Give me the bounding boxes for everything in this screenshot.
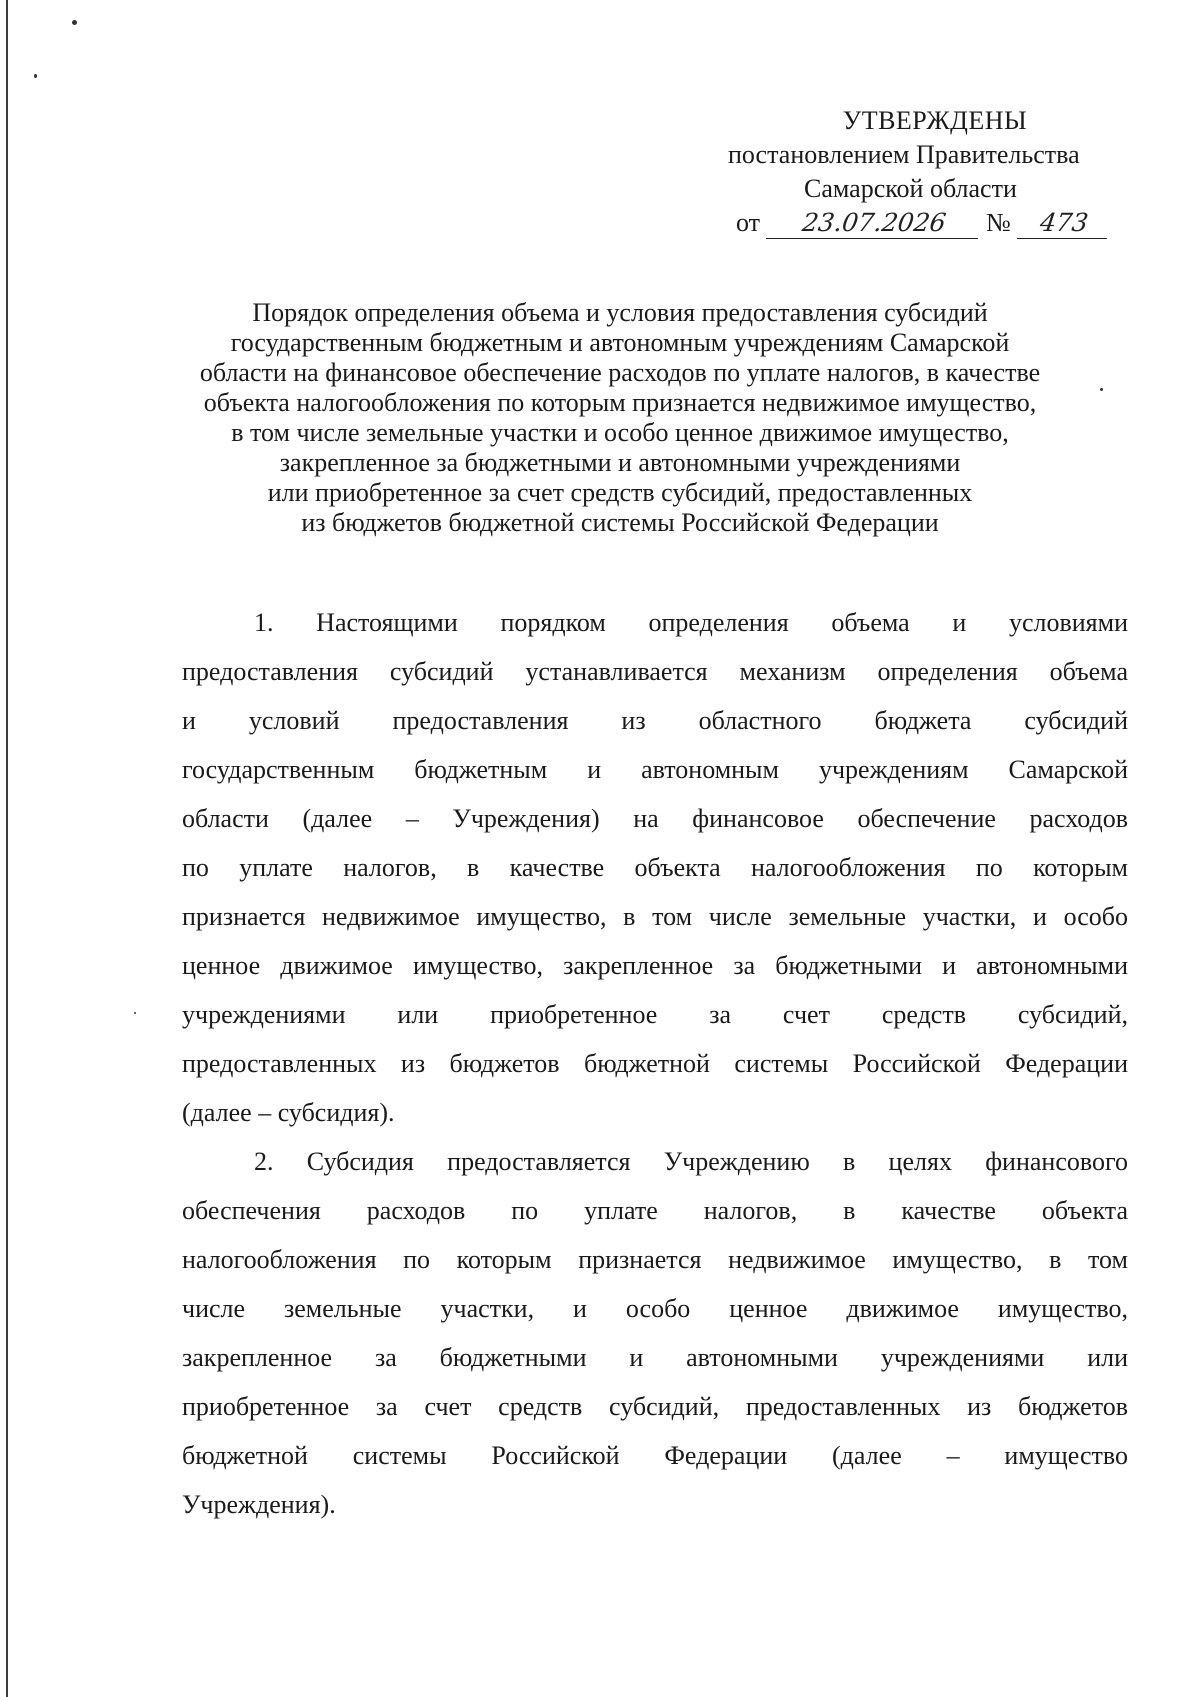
title-line: закрепленное за бюджетными и автономными учреждениями [279, 448, 961, 477]
paragraph-line: и условий предоставления из областного бюджета субсидий [182, 706, 1128, 735]
paragraph-line: государственным бюджетным и автономным учреждениям Самарской [182, 755, 1128, 784]
paragraph-line: налогообложения по которым признается недвижимое имущество, в том [182, 1245, 1128, 1274]
approved-region: Самарской области [804, 174, 1017, 203]
paragraph-line: области (далее – Учреждения) на финансовое обеспечение расходов [182, 804, 1128, 833]
decree-date-number-row [720, 206, 1120, 244]
paragraph-line: бюджетной системы Российской Федерации (далее – имущество [182, 1441, 1128, 1470]
scan-left-edge [6, 0, 8, 1697]
paragraph-line: ценное движимое имущество, закрепленное за бюджетными и автономными [182, 951, 1128, 980]
approved-by-decree: постановлением Правительства [728, 140, 1080, 169]
document-title [180, 298, 1060, 538]
paragraph-line: закрепленное за бюджетными и автономными учреждениями или [182, 1343, 1128, 1372]
scan-speck [72, 20, 77, 25]
paragraph-line: по уплате налогов, в качестве объекта налогообложения по которым [182, 853, 1128, 882]
paragraph-line: предоставления субсидий устанавливается механизм определения объема [182, 657, 1128, 686]
paragraph-line: учреждениями или приобретенное за счет средств субсидий, [182, 1000, 1128, 1029]
document-body [182, 598, 1128, 1529]
paragraph-1 [182, 598, 1128, 1137]
paragraph-line: (далее – субсидия). [182, 1098, 395, 1127]
paragraph-line: 1. Настоящими порядком определения объема и условиями [254, 608, 1128, 637]
paragraph-line: признается недвижимое имущество, в том числе земельные участки, и особо [182, 902, 1128, 931]
approval-stamp-block [720, 104, 1120, 244]
paragraph-line: обеспечения расходов по уплате налогов, в качестве объекта [182, 1196, 1128, 1225]
title-line: области на финансовое обеспечение расходов по уплате налогов, в качестве [199, 358, 1041, 387]
title-line: или приобретенное за счет средств субсидий, предоставленных [267, 478, 973, 507]
approved-heading: УТВЕРЖДЕНЫ [842, 106, 1028, 135]
number-sign: № [986, 208, 1011, 237]
title-line: в том числе земельные участки и особо ценное движимое имущество, [231, 418, 1009, 447]
title-line: государственным бюджетным и автономным учреждениям Самарской [230, 328, 1010, 357]
paragraph-2 [182, 1137, 1128, 1529]
paragraph-line: 2. Субсидия предоставляется Учреждению в целях финансового [254, 1147, 1128, 1176]
scan-speck [134, 1012, 136, 1014]
scan-speck [34, 74, 37, 78]
handwritten-number: 473 [1017, 208, 1111, 239]
paragraph-line: приобретенное за счет средств субсидий, предоставленных из бюджетов [182, 1392, 1128, 1421]
paragraph-line: предоставленных из бюджетов бюджетной системы Российской Федерации [182, 1049, 1128, 1078]
paragraph-line: числе земельные участки, и особо ценное движимое имущество, [182, 1294, 1128, 1323]
title-line: из бюджетов бюджетной системы Российской Федерации [301, 508, 939, 537]
title-line: Порядок определения объема и условия предоставления субсидий [252, 298, 988, 327]
scan-speck [1100, 388, 1103, 391]
title-line: объекта налогообложения по которым признается недвижимое имущество, [203, 388, 1037, 417]
paragraph-line: Учреждения). [182, 1490, 336, 1519]
handwritten-date: 23.07.2026 [766, 208, 982, 239]
date-prefix: от [736, 208, 761, 237]
